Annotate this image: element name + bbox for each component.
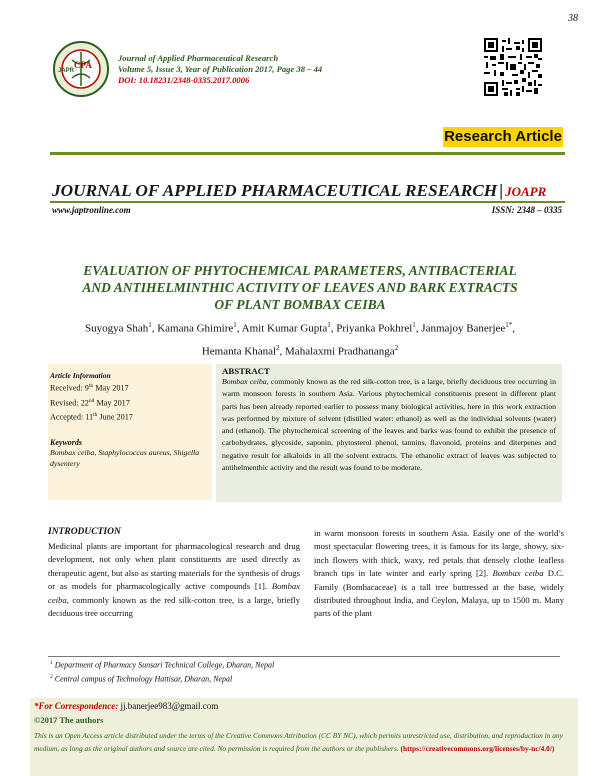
accepted-date <box>50 409 212 424</box>
author-line-2 <box>40 339 560 362</box>
article-info-heading: Article Information <box>50 371 111 380</box>
footnote-text: Central campus of Technology Hattisar, Dharan, Nepal <box>54 674 233 684</box>
author-name: Kamana Ghimire <box>157 322 234 335</box>
author-separator: , <box>512 322 516 335</box>
author-separator: , <box>236 322 242 335</box>
author-list <box>40 316 560 361</box>
logo-letter-c: CPA <box>74 60 92 70</box>
journal-logo-icon <box>52 40 110 98</box>
footnote-1 <box>50 660 274 670</box>
abstract-species: Bombax ceiba, <box>222 377 269 386</box>
intro-col2-text-a: in warm monsoon forests in southern Asia. Easily one of the world’s most spectacular flowering trees, it is famous for its large, showy, six-inch flowers with thick, waxy, red petals that densely clothe leafless branch tips in late winter and early spring [2]. <box>314 528 564 579</box>
introduction-column-1 <box>48 540 300 620</box>
accepted-label: Accepted: 11 <box>50 413 94 423</box>
license-link[interactable]: (https://creativecommons.org/licenses/by-nc/4.0/) <box>400 743 555 753</box>
footnote-number: 2 <box>50 674 53 680</box>
revised-label: Revised: 22 <box>50 398 89 408</box>
footnote-2 <box>50 674 232 684</box>
accepted-sup: th <box>93 412 98 419</box>
intro-col1-text-a: Medicinal plants are important for pharmacological research and drug development, not only when plant constituents are used directly as therapeutic agent, but also as starting materials for the synthesis of drugs or as models for pharmacologically active compounds [1]. <box>48 541 300 592</box>
license-text: This is an Open Access article distributed under the terms of the Creative Commons Attribution (CC BY NC), which permits unrestricted use, distribution, and reproduction in any medium, as long as the original authors and source are cited. No permission is required from the authors or the publishers. <box>34 731 563 753</box>
correspondence-line <box>34 701 218 711</box>
keywords-list: Bombax ceiba, Staphylococcus aureus, Shigella dysentery <box>50 448 200 469</box>
journal-volume: Volume 5, Issue 3, Year of Publication 2017, Page 38 – 44 <box>118 64 323 74</box>
research-article-label: Research Article <box>444 128 562 145</box>
received-sup: th <box>88 383 94 389</box>
correspondence-email[interactable]: jj.banerjee983@gmail.com <box>120 701 219 711</box>
author-separator: , <box>415 322 422 335</box>
revised-date <box>50 395 212 410</box>
author-name: Hemanta Khanal <box>201 345 277 358</box>
author-separator: , <box>279 345 286 358</box>
page-number: 38 <box>568 13 578 24</box>
intro-col2-species: Bombax ceiba <box>492 568 544 579</box>
article-title <box>40 262 560 313</box>
revised-sup: nd <box>88 397 95 404</box>
author-affiliation: 2 <box>276 343 280 352</box>
author-affiliation: 1 <box>233 321 237 329</box>
article-title-line-3: OF PLANT BOMBAX CEIBA <box>214 297 386 312</box>
keywords-heading: Keywords <box>50 438 82 448</box>
journal-title-text: JOURNAL OF APPLIED PHARMACEUTICAL RESEARCH <box>52 181 498 200</box>
author-affiliation: 1* <box>505 321 513 329</box>
article-title-line-2: AND ANTIHELMINTHIC ACTIVITY OF LEAVES AND BARK EXTRACTS <box>82 280 518 295</box>
correspondence-label: *For Correspondence: <box>34 701 119 711</box>
journal-name: Journal of Applied Pharmaceutical Research <box>118 53 279 63</box>
correspondence-box <box>30 698 578 776</box>
author-name: Mahalaxmi Pradhananga <box>285 345 395 358</box>
author-affiliation: 2 <box>394 343 399 352</box>
author-name: Suyogya Shah <box>84 322 149 335</box>
author-name: Janmajoy Banerjee <box>421 322 506 335</box>
journal-title: JOURNAL OF APPLIED PHARMACEUTICAL RESEARCH | JOAPR <box>52 181 547 200</box>
abstract-text: commonly known as the red silk-cotton tree, is a large, briefly deciduous tree occurring in warm monsoon forests in southern Asia. Various phytochemical constituents present in different plant parts has been already reported earlier to possess many biological activities, here in this work extraction was performed by mixture of solvent (distilled water: ethanol) as well as the individual solvents (water) and (ethanol). The phytochemical screening of the leaves and barks was found to exhibit the presence of carbohydrates, glycoside, saponin, phytosterol phenol, tannins, flavonoid, proteins and diterpenes and negative result for alkaloids in all the solvent extracts. The ethanolic extract of leaves was subjected to antihelmenthic activity and the result was found to be moderate. <box>222 377 556 473</box>
header-divider-bottom <box>50 201 565 203</box>
author-name: Priyanka Pokhrel <box>336 322 413 335</box>
received-rest: May 2017 <box>93 383 129 393</box>
accepted-rest: June 2017 <box>97 413 133 423</box>
intro-col1-species: Bombax ceiba, <box>48 581 300 605</box>
introduction-column-2 <box>314 527 564 621</box>
license-notice <box>34 730 574 756</box>
author-line-1 <box>40 316 560 339</box>
abstract-box <box>216 364 562 502</box>
footnote-divider <box>48 656 560 657</box>
intro-col2-text-b: D.C. Family (Bombacaceae) is a tall tree buttressed at the base, widely distributed throughout India, and Ceylon, Malaya, up to 1500 m. Many parts of the plant <box>314 568 564 619</box>
logo-text: JAPR <box>58 68 75 74</box>
received-label: Received: 9 <box>50 383 89 393</box>
author-affiliation: 1 <box>327 321 331 329</box>
qr-code-icon <box>484 38 542 96</box>
header-divider-top <box>50 152 565 155</box>
article-title-line-1: EVALUATION OF PHYTOCHEMICAL PARAMETERS, ANTIBACTERIAL <box>83 263 517 278</box>
abstract-body <box>216 376 562 474</box>
copyright-notice: ©2017 The authors <box>34 715 104 725</box>
abstract-heading: ABSTRACT <box>222 366 270 376</box>
author-name: Amit Kumar Gupta <box>241 322 328 335</box>
journal-website[interactable]: www.japtronline.com <box>52 205 131 215</box>
journal-abbr: JOAPR <box>505 184 547 199</box>
revised-rest: May 2017 <box>94 398 130 408</box>
journal-issn: ISSN: 2348 – 0335 <box>491 205 562 215</box>
received-date <box>50 380 212 395</box>
footnote-text: Department of Pharmacy Sunsari Technical College, Dharan, Nepal <box>54 660 275 670</box>
author-affiliation: 1 <box>148 321 152 329</box>
author-separator: , <box>151 322 158 335</box>
journal-doi[interactable]: DOI: 10.18231/2348-0335.2017.0006 <box>118 75 250 85</box>
intro-col1-text-b: commonly known as the red silk-cotton tree, is a large, briefly deciduous tree occurring <box>48 594 300 619</box>
author-affiliation: 1 <box>412 321 416 329</box>
footnote-number: 1 <box>50 660 53 666</box>
journal-info <box>118 53 322 86</box>
author-separator: , <box>330 322 337 335</box>
introduction-heading: INTRODUCTION <box>48 527 121 537</box>
article-info-box <box>48 364 212 500</box>
